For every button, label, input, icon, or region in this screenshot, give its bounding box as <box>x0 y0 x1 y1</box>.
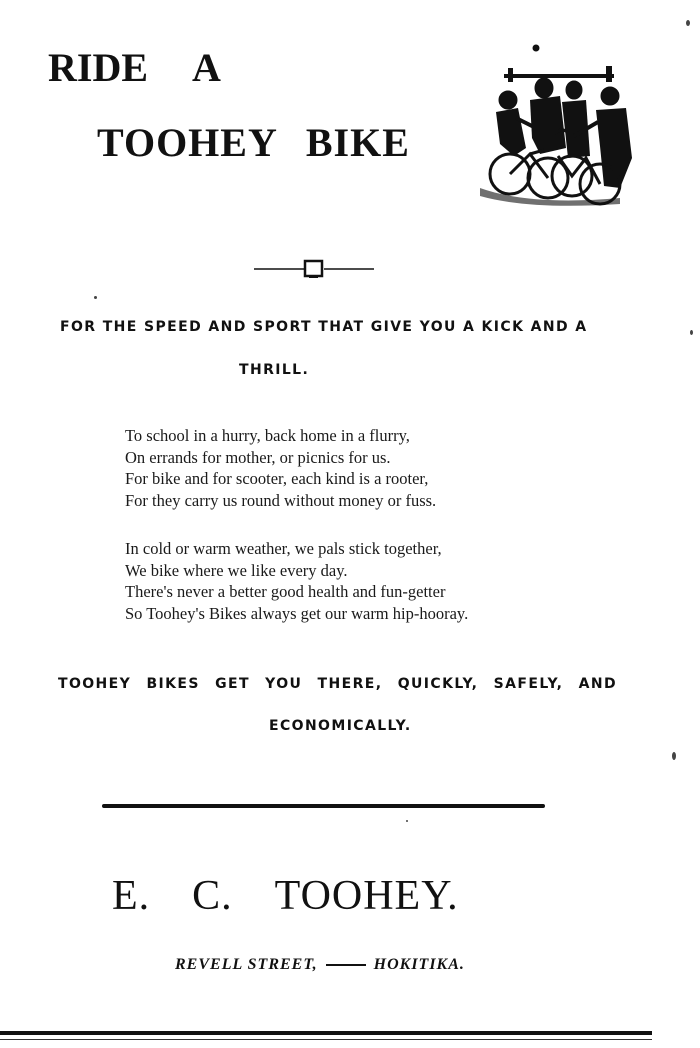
print-speck <box>672 752 676 760</box>
poem-line: To school in a hurry, back home in a flurry, <box>125 426 410 445</box>
headline-word-ride: RIDE <box>48 45 149 90</box>
proprietor-surname: TOOHEY. <box>274 873 459 919</box>
bottom-border-rule <box>0 1031 652 1035</box>
print-speck <box>690 330 693 335</box>
bicycle-lamp-icon <box>254 258 374 280</box>
slogan-bottom-line-2: ECONOMICALLY. <box>269 718 412 734</box>
poem-line: There's never a better good health and fun-getter <box>125 582 446 601</box>
address-town: HOKITIKA. <box>373 956 465 973</box>
print-speck <box>406 820 408 822</box>
poem-stanza-1 <box>125 425 436 511</box>
business-address <box>175 956 465 974</box>
poem-line: On errands for mother, or picnics for us. <box>125 447 391 467</box>
print-speck <box>94 296 97 299</box>
bottom-border-rule-thin <box>0 1039 652 1040</box>
slogan-top-line-2: THRILL. <box>239 362 310 378</box>
proprietor-initial-2: C. <box>192 873 233 919</box>
horizontal-rule <box>102 804 545 808</box>
headline-word-bike: BIKE <box>305 120 410 165</box>
poem-line: In cold or warm weather, we pals stick together, <box>125 539 442 558</box>
slogan-top-line-1: FOR THE SPEED AND SPORT THAT GIVE YOU A KICK AND A <box>60 319 588 335</box>
address-street: REVELL STREET, <box>175 956 318 973</box>
poem-line: For they carry us round without money or fuss. <box>125 490 437 510</box>
poem-line: We bike where we like every day. <box>125 560 348 580</box>
headline-word-a: A <box>192 45 221 90</box>
slogan-bottom-line-1: TOOHEY BIKES GET YOU THERE, QUICKLY, SAFELY, AND <box>58 676 618 692</box>
print-speck <box>686 20 690 26</box>
poem-stanza-2 <box>125 538 468 624</box>
poem-line: So Toohey's Bikes always get our warm hip-hooray. <box>125 603 469 623</box>
proprietor-initial-1: E. <box>112 873 151 919</box>
proprietor-name <box>112 872 459 920</box>
poem-line: For bike and for scooter, each kind is a rooter, <box>125 469 429 488</box>
headline-line-1 <box>48 44 221 91</box>
headline-word-toohey: TOOHEY <box>97 120 278 165</box>
address-dash <box>326 964 366 966</box>
cyclists-illustration-icon <box>470 38 640 210</box>
headline-line-2 <box>97 119 410 166</box>
